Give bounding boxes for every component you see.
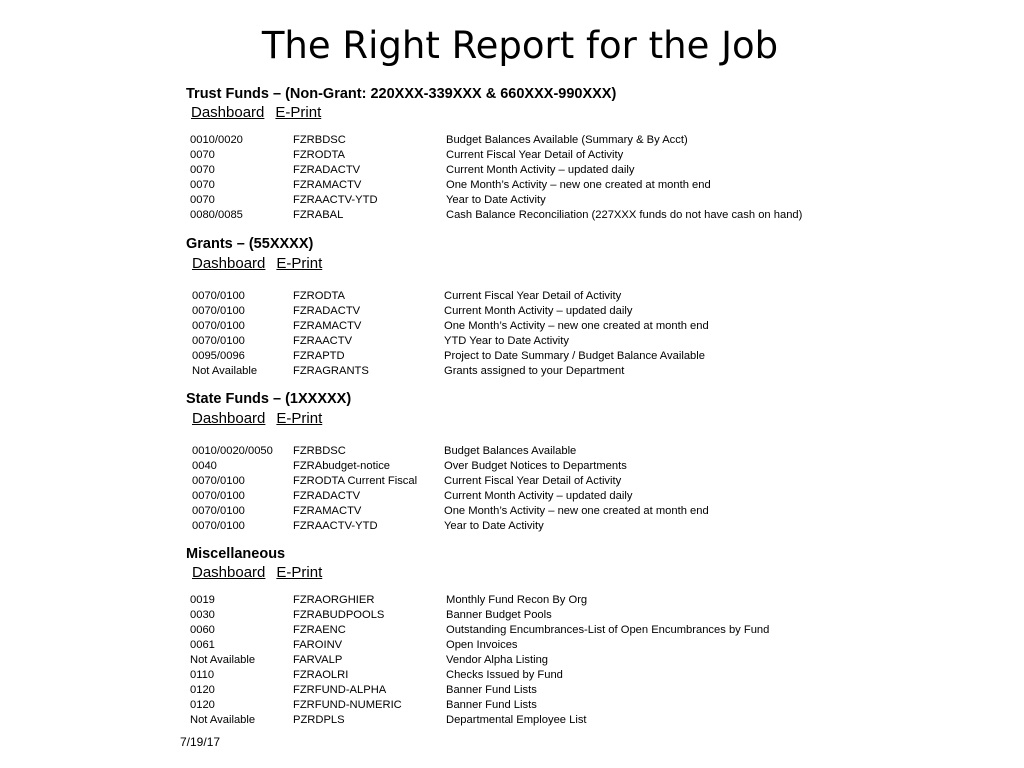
row-report: FZRFUND-ALPHA [293,684,387,696]
row-report: FZRAACTV-YTD [293,520,378,532]
row-description: Banner Fund Lists [446,699,537,711]
table-row [0,163,1024,178]
table-row [0,668,1024,683]
row-description: Departmental Employee List [446,714,587,726]
table-row [0,713,1024,728]
table-row [0,638,1024,653]
row-code: 0070 [190,164,215,176]
row-code: 0070/0100 [192,320,245,332]
table-row [0,593,1024,608]
row-code: Not Available [190,714,256,726]
row-code: Not Available [190,654,256,666]
row-code: 0070/0100 [192,505,245,517]
row-report: FZRABAL [293,209,344,221]
table-row [0,364,1024,379]
row-report: FZRODTA [293,290,345,302]
table-row [0,289,1024,304]
table-row [0,683,1024,698]
trust-funds-dashboard-link[interactable]: Dashboard [191,104,265,121]
trust-funds-eprint-link[interactable]: E-Print [275,104,322,121]
row-report: FZRAORGHIER [293,594,375,606]
row-report: FZRAMACTV [293,179,362,191]
row-report: FZRADACTV [293,305,361,317]
row-description: Over Budget Notices to Departments [444,460,627,472]
table-row [0,193,1024,208]
row-code: 0019 [190,594,215,606]
row-report: FZRODTA Current Fiscal [293,475,418,487]
row-report: FAROINV [293,639,343,651]
state-funds-eprint-link[interactable]: E-Print [276,410,323,427]
row-code: 0070/0100 [192,305,245,317]
row-report: FZRABUDPOOLS [293,609,385,621]
row-description: Current Fiscal Year Detail of Activity [444,475,622,487]
row-code: 0070 [190,194,215,206]
grants-eprint-link[interactable]: E-Print [276,255,323,272]
row-report: FZRAACTV-YTD [293,194,378,206]
row-code: 0010/0020 [190,134,243,146]
row-code: 0110 [190,669,215,681]
table-row [0,148,1024,163]
table-row [0,319,1024,334]
page-title: The Right Report for the Job [261,24,779,67]
row-code: 0120 [190,684,215,696]
footer-date: 7/19/17 [180,735,221,749]
row-description: Current Month Activity – updated daily [446,164,635,176]
row-description: One Month’s Activity – new one created at month end [446,179,711,191]
row-code: 0070 [190,179,215,191]
miscellaneous-eprint-link[interactable]: E-Print [276,564,323,581]
table-row [0,623,1024,638]
row-description: Project to Date Summary / Budget Balance Available [444,350,705,362]
table-row [0,504,1024,519]
row-code: 0070/0100 [192,335,245,347]
state-funds-dashboard-link[interactable]: Dashboard [192,410,266,427]
row-code: 0040 [192,460,217,472]
row-description: Checks Issued by Fund [446,669,563,681]
row-report: FZRAMACTV [293,505,362,517]
row-description: Current Month Activity – updated daily [444,490,633,502]
row-description: Monthly Fund Recon By Org [446,594,588,606]
row-description: Banner Fund Lists [446,684,537,696]
row-code: 0010/0020/0050 [192,445,273,457]
row-description: YTD Year to Date Activity [444,335,569,347]
row-code: 0070 [190,149,215,161]
table-row [0,444,1024,459]
row-description: Year to Date Activity [444,520,544,532]
row-description: Grants assigned to your Department [444,365,625,377]
row-report: FARVALP [293,654,343,666]
row-description: Banner Budget Pools [446,609,552,621]
table-row [0,519,1024,534]
row-report: FZRADACTV [293,490,361,502]
table-row [0,698,1024,713]
row-description: Current Fiscal Year Detail of Activity [446,149,624,161]
table-row [0,608,1024,623]
table-row [0,349,1024,364]
section-heading-trust-funds: Trust Funds – (Non-Grant: 220XXX-339XXX & 660XXX-990XXX) [186,86,617,102]
row-code: 0061 [190,639,215,651]
row-report: FZRBDSC [293,445,346,457]
row-description: Year to Date Activity [446,194,546,206]
row-code: Not Available [192,365,258,377]
row-code: 0060 [190,624,215,636]
row-report: FZRADACTV [293,164,361,176]
row-description: Cash Balance Reconciliation (227XXX funds do not have cash on hand) [446,209,803,221]
miscellaneous-links [192,564,322,582]
section-heading-grants: Grants – (55XXXX) [186,236,314,252]
row-code: 0095/0096 [192,350,245,362]
table-row [0,208,1024,223]
row-report: FZRODTA [293,149,345,161]
row-report: FZRAENC [293,624,346,636]
grants-dashboard-link[interactable]: Dashboard [192,255,266,272]
grants-links [192,255,322,273]
row-description: Current Month Activity – updated daily [444,305,633,317]
state-funds-links [192,410,322,428]
table-row [0,178,1024,193]
table-row [0,304,1024,319]
row-code: 0120 [190,699,215,711]
row-description: Budget Balances Available [444,445,577,457]
table-row [0,334,1024,349]
row-report: PZRDPLS [293,714,345,726]
row-description: Open Invoices [446,639,518,651]
row-report: FZRAOLRI [293,669,349,681]
section-heading-state-funds: State Funds – (1XXXXX) [186,391,352,407]
table-row [0,133,1024,148]
row-code: 0080/0085 [190,209,243,221]
row-code: 0070/0100 [192,490,245,502]
row-report: FZRAACTV [293,335,353,347]
row-report: FZRBDSC [293,134,346,146]
row-description: One Month’s Activity – new one created at month end [444,505,709,517]
row-description: One Month’s Activity – new one created at month end [444,320,709,332]
section-heading-miscellaneous: Miscellaneous [186,546,286,562]
row-code: 0070/0100 [192,520,245,532]
row-report: FZRAGRANTS [293,365,369,377]
table-row [0,653,1024,668]
row-report: FZRFUND-NUMERIC [293,699,402,711]
row-code: 0030 [190,609,215,621]
row-description: Current Fiscal Year Detail of Activity [444,290,622,302]
miscellaneous-dashboard-link[interactable]: Dashboard [192,564,266,581]
table-row [0,459,1024,474]
row-report: FZRAMACTV [293,320,362,332]
row-description: Budget Balances Available (Summary & By Acct) [446,134,688,146]
table-row [0,489,1024,504]
row-report: FZRAPTD [293,350,345,362]
row-code: 0070/0100 [192,290,245,302]
row-code: 0070/0100 [192,475,245,487]
row-description: Vendor Alpha Listing [446,654,549,666]
table-row [0,474,1024,489]
row-description: Outstanding Encumbrances-List of Open Encumbrances by Fund [446,624,770,636]
trust-funds-links [191,104,321,122]
row-report: FZRAbudget-notice [293,460,391,472]
